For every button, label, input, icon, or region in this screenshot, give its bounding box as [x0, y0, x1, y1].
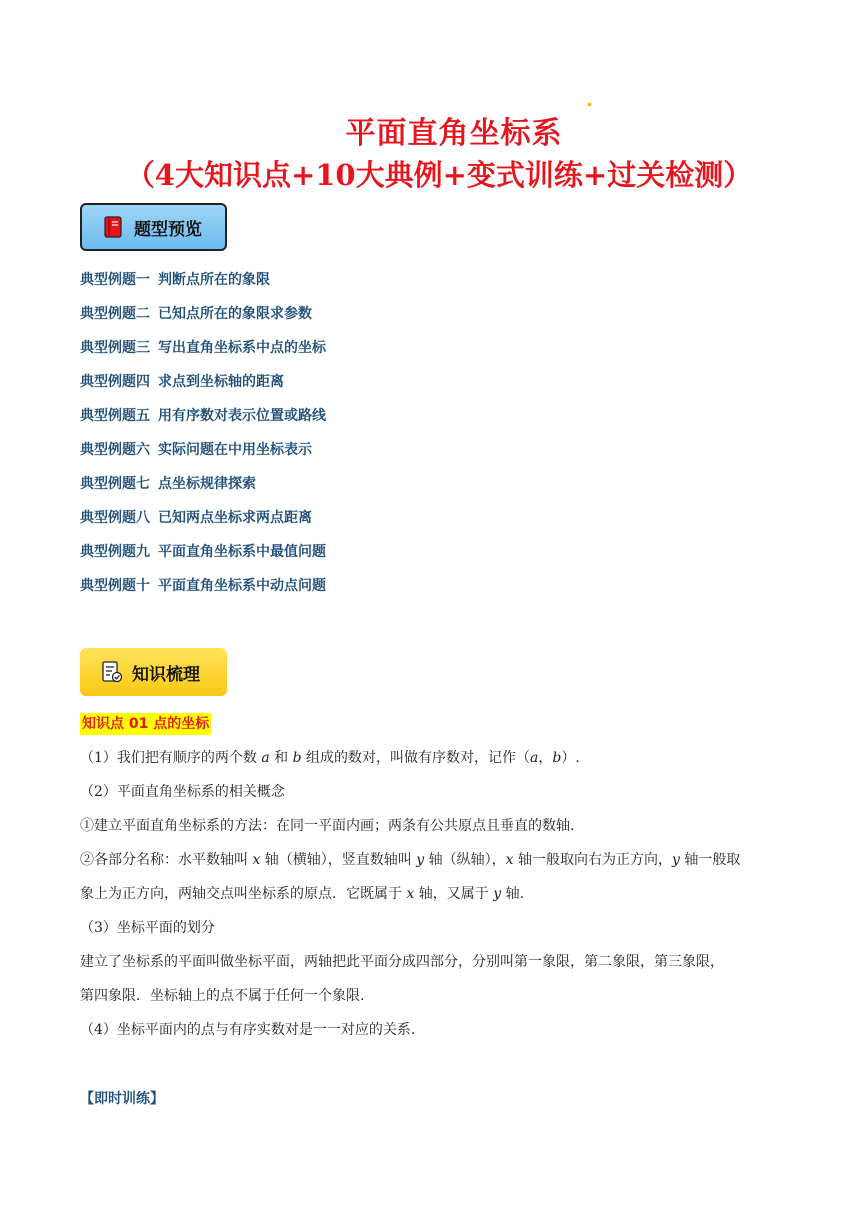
- list-item[interactable]: 典型例题二 已知点所在的象限求参数: [80, 306, 312, 322]
- knowledge-point-heading: 知识点 01 点的坐标: [80, 713, 211, 735]
- list-item[interactable]: 典型例题九 平面直角坐标系中最值问题: [80, 544, 326, 560]
- kp1-paragraph-6: 建立了坐标系的平面叫做坐标平面，两轴把此平面分成四部分，分别叫第一象限，第二象限，第三象限， 第四象限．坐标轴上的点不属于任何一个象限.: [80, 954, 724, 1004]
- kp1-paragraph-3: ①建立平面直角坐标系的方法：在同一平面内画；两条有公共原点且垂直的数轴.: [80, 818, 575, 834]
- preview-section-label: 题型预览: [134, 219, 202, 240]
- kp1-paragraph-2: （2）平面直角坐标系的相关概念: [80, 784, 285, 800]
- list-item[interactable]: 典型例题五 用有序数对表示位置或路线: [80, 408, 326, 424]
- kp1-paragraph-5: （3）坐标平面的划分: [80, 920, 215, 936]
- kp1-paragraph-4: ②各部分名称：水平数轴叫 x 轴（横轴），竖直数轴叫 y 轴（纵轴），x 轴一般取向右为正方向，y 轴一般取 象上为正方向，两轴交点叫坐标系的原点．它既属于 x 轴，又属于 y 轴.: [80, 852, 741, 902]
- list-item[interactable]: 典型例题四 求点到坐标轴的距离: [80, 374, 284, 390]
- knowledge-section-badge: [80, 648, 227, 696]
- list-item[interactable]: 典型例题六 实际问题在中用坐标表示: [80, 442, 312, 458]
- page-title: 平面直角坐标系: [345, 116, 563, 151]
- book-icon: [104, 216, 122, 238]
- list-item[interactable]: 典型例题一 判断点所在的象限: [80, 272, 270, 288]
- example-list: [80, 270, 326, 610]
- page-subtitle: （4大知识点+10大典例+变式训练+过关检测）: [125, 158, 753, 192]
- list-item[interactable]: 典型例题八 已知两点坐标求两点距离: [80, 510, 312, 526]
- preview-section-badge: [80, 203, 227, 251]
- kp1-paragraph-1: （1）我们把有顺序的两个数 a 和 b 组成的数对，叫做有序数对，记作（a，b）.: [80, 750, 580, 766]
- practice-heading: 【即时训练】: [80, 1091, 164, 1107]
- knowledge-section-label: 知识梳理: [132, 664, 200, 685]
- kp1-paragraph-7: （4）坐标平面内的点与有序实数对是一一对应的关系.: [80, 1022, 416, 1038]
- list-item[interactable]: 典型例题三 写出直角坐标系中点的坐标: [80, 340, 326, 356]
- checklist-icon: [102, 661, 122, 683]
- decorative-dot: [588, 103, 591, 106]
- list-item[interactable]: 典型例题七 点坐标规律探索: [80, 476, 256, 492]
- list-item[interactable]: 典型例题十 平面直角坐标系中动点问题: [80, 578, 326, 594]
